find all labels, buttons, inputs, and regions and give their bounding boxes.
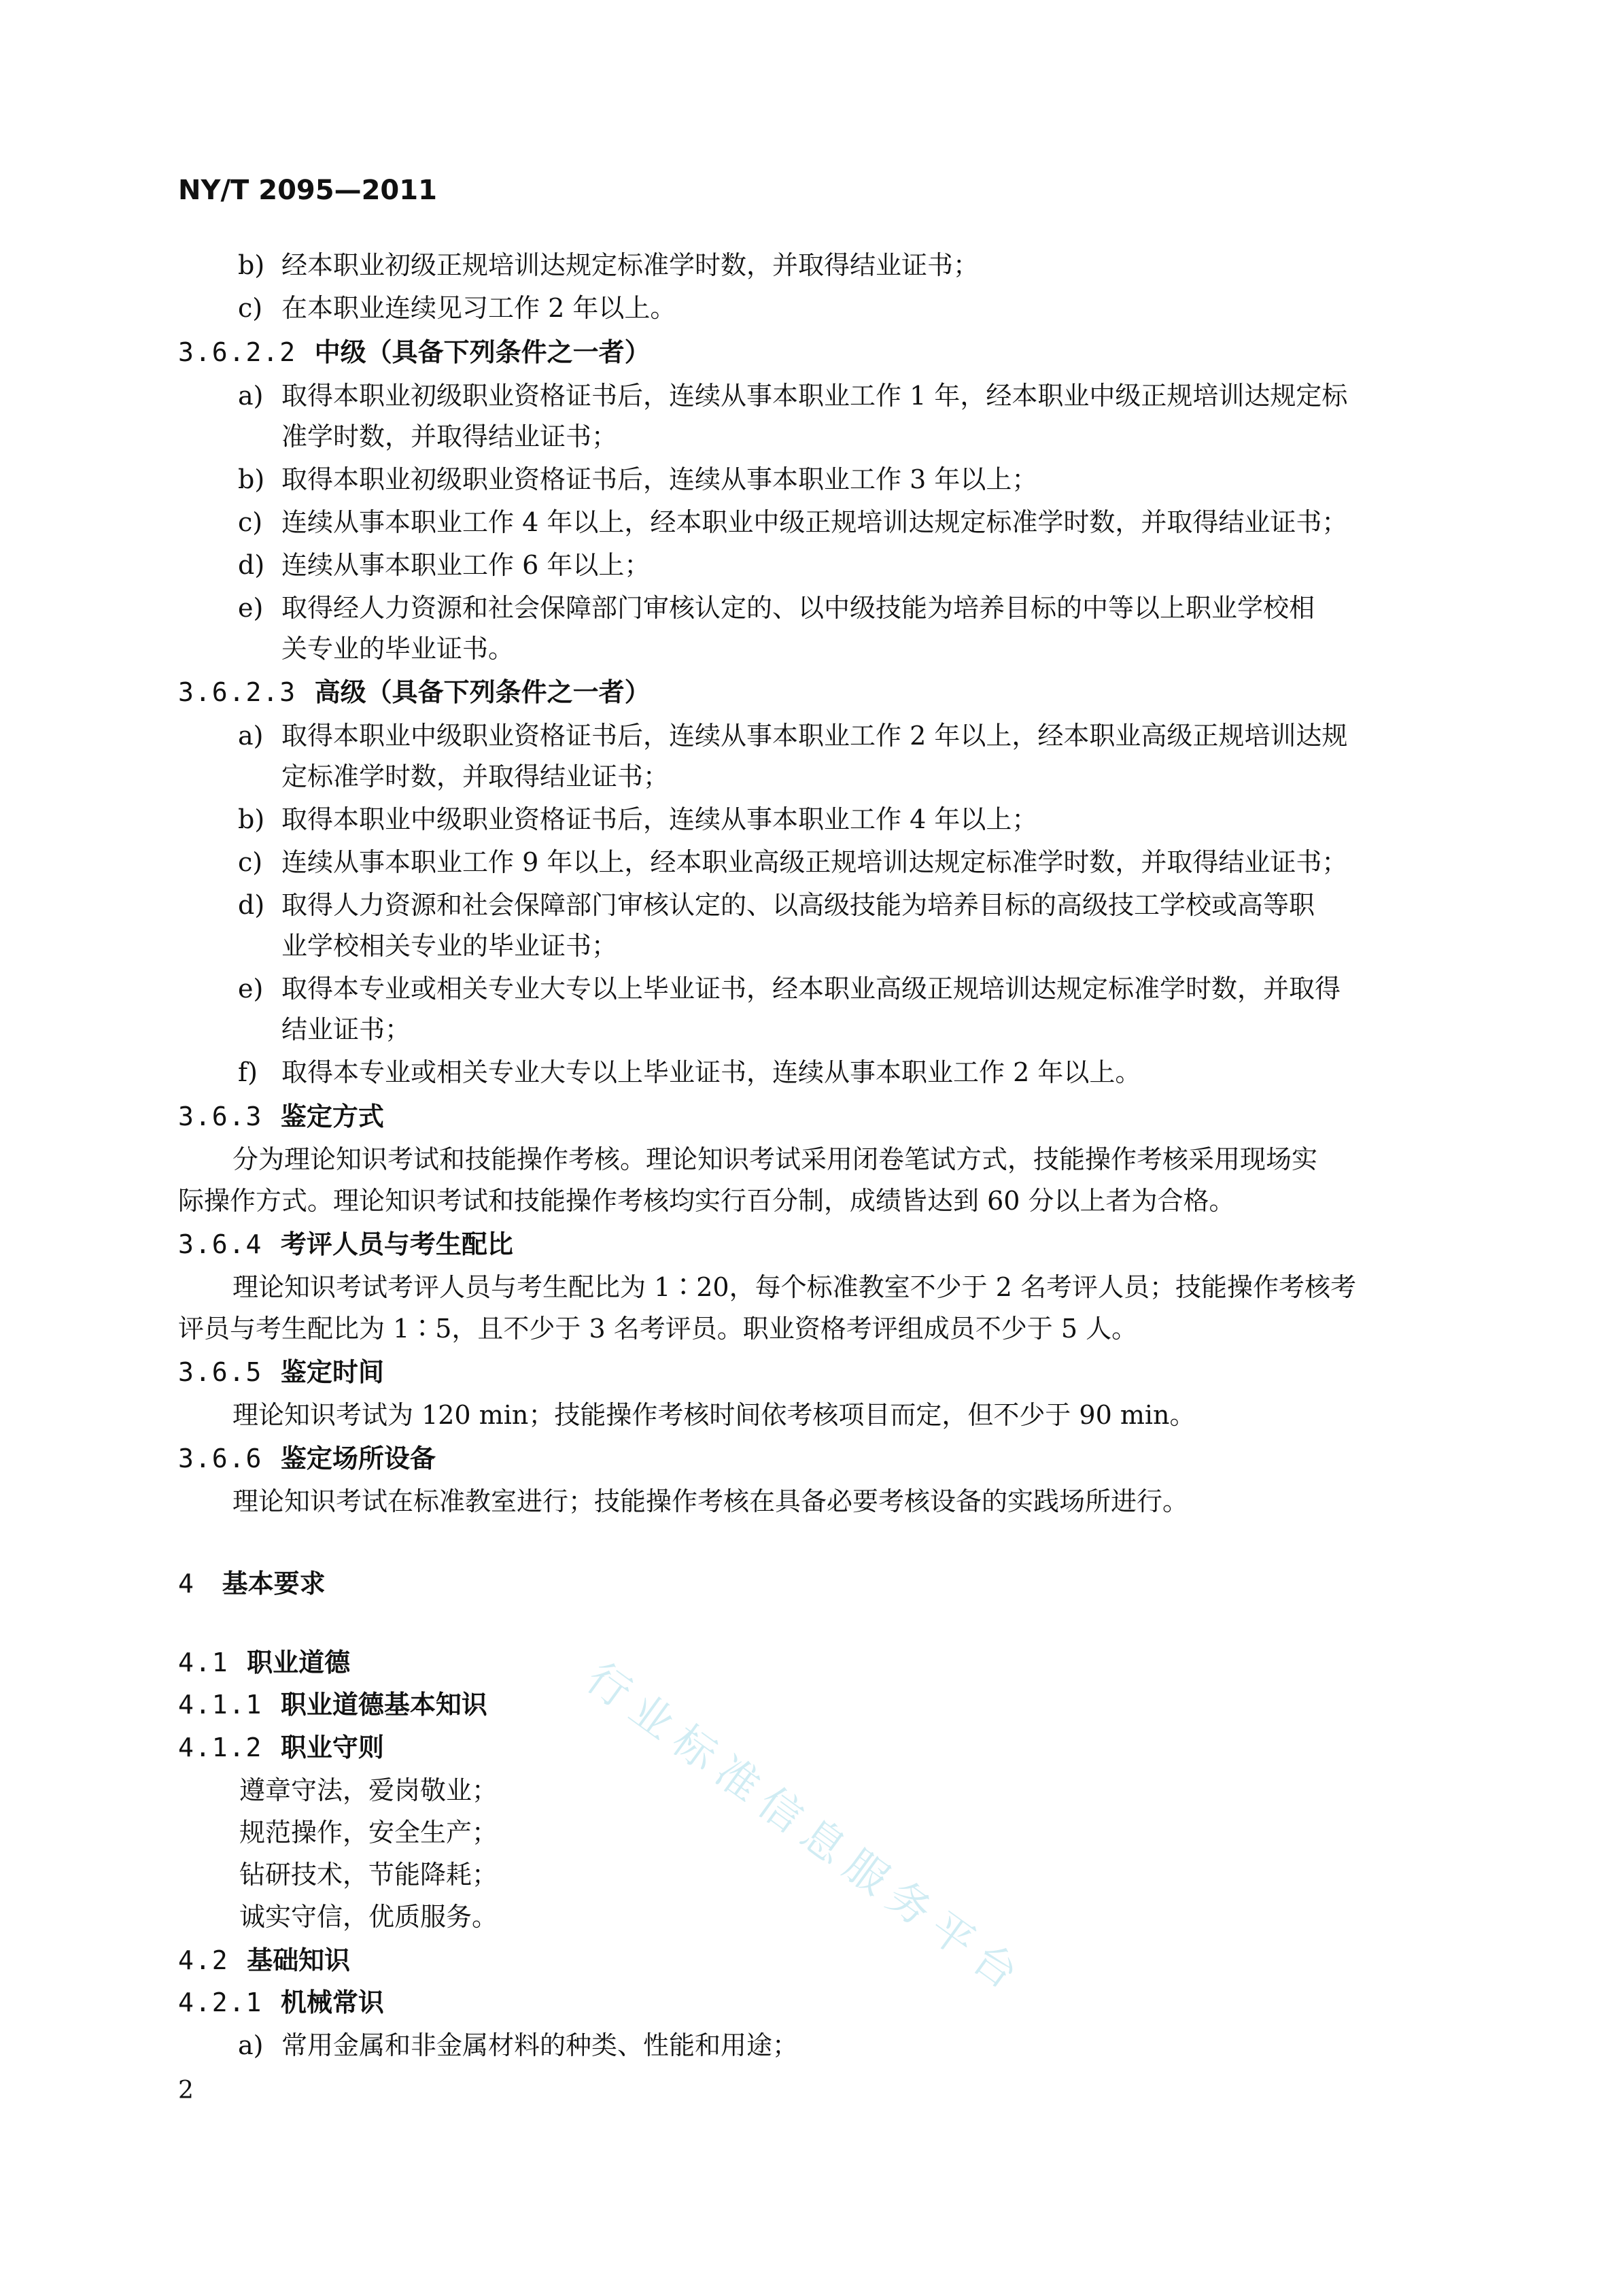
section-title: 职业道德 bbox=[247, 1648, 351, 1677]
paragraph-line: 理论知识考试考评人员与考生配比为 1∶20，每个标准教室不少于 2 名考评人员；技能操作考核考 bbox=[232, 1272, 1356, 1302]
list-item bbox=[238, 972, 1341, 1006]
item-text: 取得本专业或相关专业大专以上毕业证书，连续从事本职业工作 2 年以上。 bbox=[281, 1057, 1141, 1087]
list-item bbox=[238, 719, 1347, 753]
section-number: 4.1.1 bbox=[178, 1690, 263, 1720]
item-marker: a) bbox=[238, 381, 264, 411]
item-text: 连续从事本职业工作 6 年以上； bbox=[281, 550, 651, 580]
section-number: 4.2 bbox=[178, 1945, 229, 1975]
section-number: 4.2.1 bbox=[178, 1987, 263, 2017]
section-heading bbox=[178, 1943, 350, 1977]
section-title: 鉴定场所设备 bbox=[280, 1444, 436, 1473]
item-text: 连续从事本职业工作 4 年以上，经本职业中级正规培训达规定标准学时数，并取得结业证书； bbox=[281, 507, 1348, 537]
list-item bbox=[238, 248, 979, 282]
list-item bbox=[238, 548, 650, 582]
list-item bbox=[238, 379, 1347, 413]
list-item: 遵章守法，爱岗敬业； bbox=[239, 1775, 498, 1805]
section-title: 中级（具备下列条件之一者） bbox=[314, 337, 651, 367]
item-marker: c) bbox=[238, 847, 263, 877]
list-item: 规范操作，安全生产； bbox=[239, 1818, 498, 1847]
section-title: 鉴定时间 bbox=[280, 1357, 384, 1387]
item-text: 取得人力资源和社会保障部门审核认定的、以高级技能为培养目标的高级技工学校或高等职 bbox=[281, 890, 1315, 920]
item-text-continued: 业学校相关专业的毕业证书； bbox=[281, 931, 618, 961]
item-text: 经本职业初级正规培训达规定标准学时数，并取得结业证书； bbox=[281, 250, 980, 280]
item-marker: d) bbox=[238, 890, 265, 920]
section-heading bbox=[178, 1099, 384, 1133]
paragraph-line: 理论知识考试在标准教室进行；技能操作考核在具备必要考核设备的实践场所进行。 bbox=[232, 1486, 1189, 1516]
item-marker: b) bbox=[238, 250, 265, 280]
section-heading bbox=[178, 675, 651, 709]
item-marker: c) bbox=[238, 293, 263, 323]
chapter-heading bbox=[178, 1567, 326, 1601]
list-item bbox=[238, 845, 1347, 879]
section-number: 3.6.4 bbox=[178, 1229, 263, 1259]
section-title: 机械常识 bbox=[280, 1987, 384, 2017]
list-item bbox=[238, 802, 1037, 836]
item-text: 常用金属和非金属材料的种类、性能和用途； bbox=[281, 2030, 799, 2060]
section-number: 3.6.3 bbox=[178, 1102, 263, 1131]
section-heading bbox=[178, 1985, 384, 2019]
section-title: 基本要求 bbox=[222, 1569, 326, 1599]
list-item bbox=[238, 888, 1315, 922]
item-marker: b) bbox=[238, 804, 265, 834]
section-heading bbox=[178, 335, 651, 369]
section-heading bbox=[178, 1688, 487, 1722]
watermark-text: 行业标准信息服务平台 bbox=[577, 1652, 1036, 2005]
item-text: 在本职业连续见习工作 2 年以上。 bbox=[281, 293, 676, 323]
section-heading bbox=[178, 1227, 513, 1261]
item-marker: a) bbox=[238, 2030, 264, 2060]
item-marker: e) bbox=[238, 593, 264, 623]
section-heading bbox=[178, 1645, 350, 1679]
item-text: 取得本专业或相关专业大专以上毕业证书，经本职业高级正规培训达规定标准学时数，并取得 bbox=[281, 974, 1341, 1004]
list-item bbox=[238, 462, 1037, 496]
section-number: 3.6.6 bbox=[178, 1444, 263, 1473]
list-item bbox=[238, 591, 1315, 625]
item-marker: b) bbox=[238, 464, 265, 494]
section-number: 4.1.2 bbox=[178, 1733, 263, 1762]
section-number: 3.6.2.3 bbox=[178, 677, 297, 707]
list-item bbox=[238, 1055, 1141, 1089]
list-item bbox=[238, 2028, 798, 2062]
section-title: 职业守则 bbox=[280, 1733, 384, 1762]
paragraph-line: 际操作方式。理论知识考试和技能操作考核均实行百分制，成绩皆达到 60 分以上者为合格。 bbox=[178, 1186, 1235, 1216]
item-text-continued: 关专业的毕业证书。 bbox=[281, 634, 515, 664]
list-item: 诚实守信，优质服务。 bbox=[239, 1902, 498, 1932]
section-title: 考评人员与考生配比 bbox=[280, 1229, 513, 1259]
item-text: 取得本职业初级职业资格证书后，连续从事本职业工作 1 年，经本职业中级正规培训达规定标 bbox=[281, 381, 1348, 411]
section-heading bbox=[178, 1441, 436, 1475]
item-text: 连续从事本职业工作 9 年以上，经本职业高级正规培训达规定标准学时数，并取得结业证书； bbox=[281, 847, 1348, 877]
standard-number: NY/T 2095—2011 bbox=[178, 175, 437, 206]
list-item bbox=[238, 291, 676, 325]
item-marker: c) bbox=[238, 507, 263, 537]
list-item bbox=[238, 505, 1347, 539]
list-item: 钻研技术，节能降耗； bbox=[239, 1860, 498, 1890]
paragraph-line: 分为理论知识考试和技能操作考核。理论知识考试采用闭卷笔试方式，技能操作考核采用现场实 bbox=[232, 1144, 1318, 1174]
paragraph-line: 评员与考生配比为 1∶5，且不少于 3 名考评员。职业资格考评组成员不少于 5 人。 bbox=[178, 1314, 1138, 1344]
section-title: 高级（具备下列条件之一者） bbox=[314, 677, 651, 707]
item-text: 取得经人力资源和社会保障部门审核认定的、以中级技能为培养目标的中等以上职业学校相 bbox=[281, 593, 1315, 623]
item-text-continued: 结业证书； bbox=[281, 1014, 411, 1044]
item-text-continued: 准学时数，并取得结业证书； bbox=[281, 422, 618, 451]
item-marker: f) bbox=[238, 1057, 258, 1087]
item-marker: d) bbox=[238, 550, 265, 580]
section-heading bbox=[178, 1730, 384, 1764]
item-text-continued: 定标准学时数，并取得结业证书； bbox=[281, 762, 670, 791]
section-number: 4 bbox=[178, 1569, 195, 1599]
section-title: 职业道德基本知识 bbox=[280, 1690, 487, 1720]
section-number: 4.1 bbox=[178, 1648, 229, 1677]
item-text: 取得本职业中级职业资格证书后，连续从事本职业工作 2 年以上，经本职业高级正规培训达规 bbox=[281, 721, 1348, 751]
page-number: 2 bbox=[178, 2077, 194, 2104]
item-text: 取得本职业中级职业资格证书后，连续从事本职业工作 4 年以上； bbox=[281, 804, 1038, 834]
item-marker: e) bbox=[238, 974, 264, 1004]
section-number: 3.6.5 bbox=[178, 1357, 263, 1387]
section-title: 鉴定方式 bbox=[280, 1102, 384, 1131]
item-text: 取得本职业初级职业资格证书后，连续从事本职业工作 3 年以上； bbox=[281, 464, 1038, 494]
section-title: 基础知识 bbox=[247, 1945, 351, 1975]
section-number: 3.6.2.2 bbox=[178, 337, 297, 367]
paragraph-line: 理论知识考试为 120 min；技能操作考核时间依考核项目而定，但不少于 90 min。 bbox=[232, 1400, 1196, 1430]
item-marker: a) bbox=[238, 721, 264, 751]
section-heading bbox=[178, 1355, 384, 1389]
